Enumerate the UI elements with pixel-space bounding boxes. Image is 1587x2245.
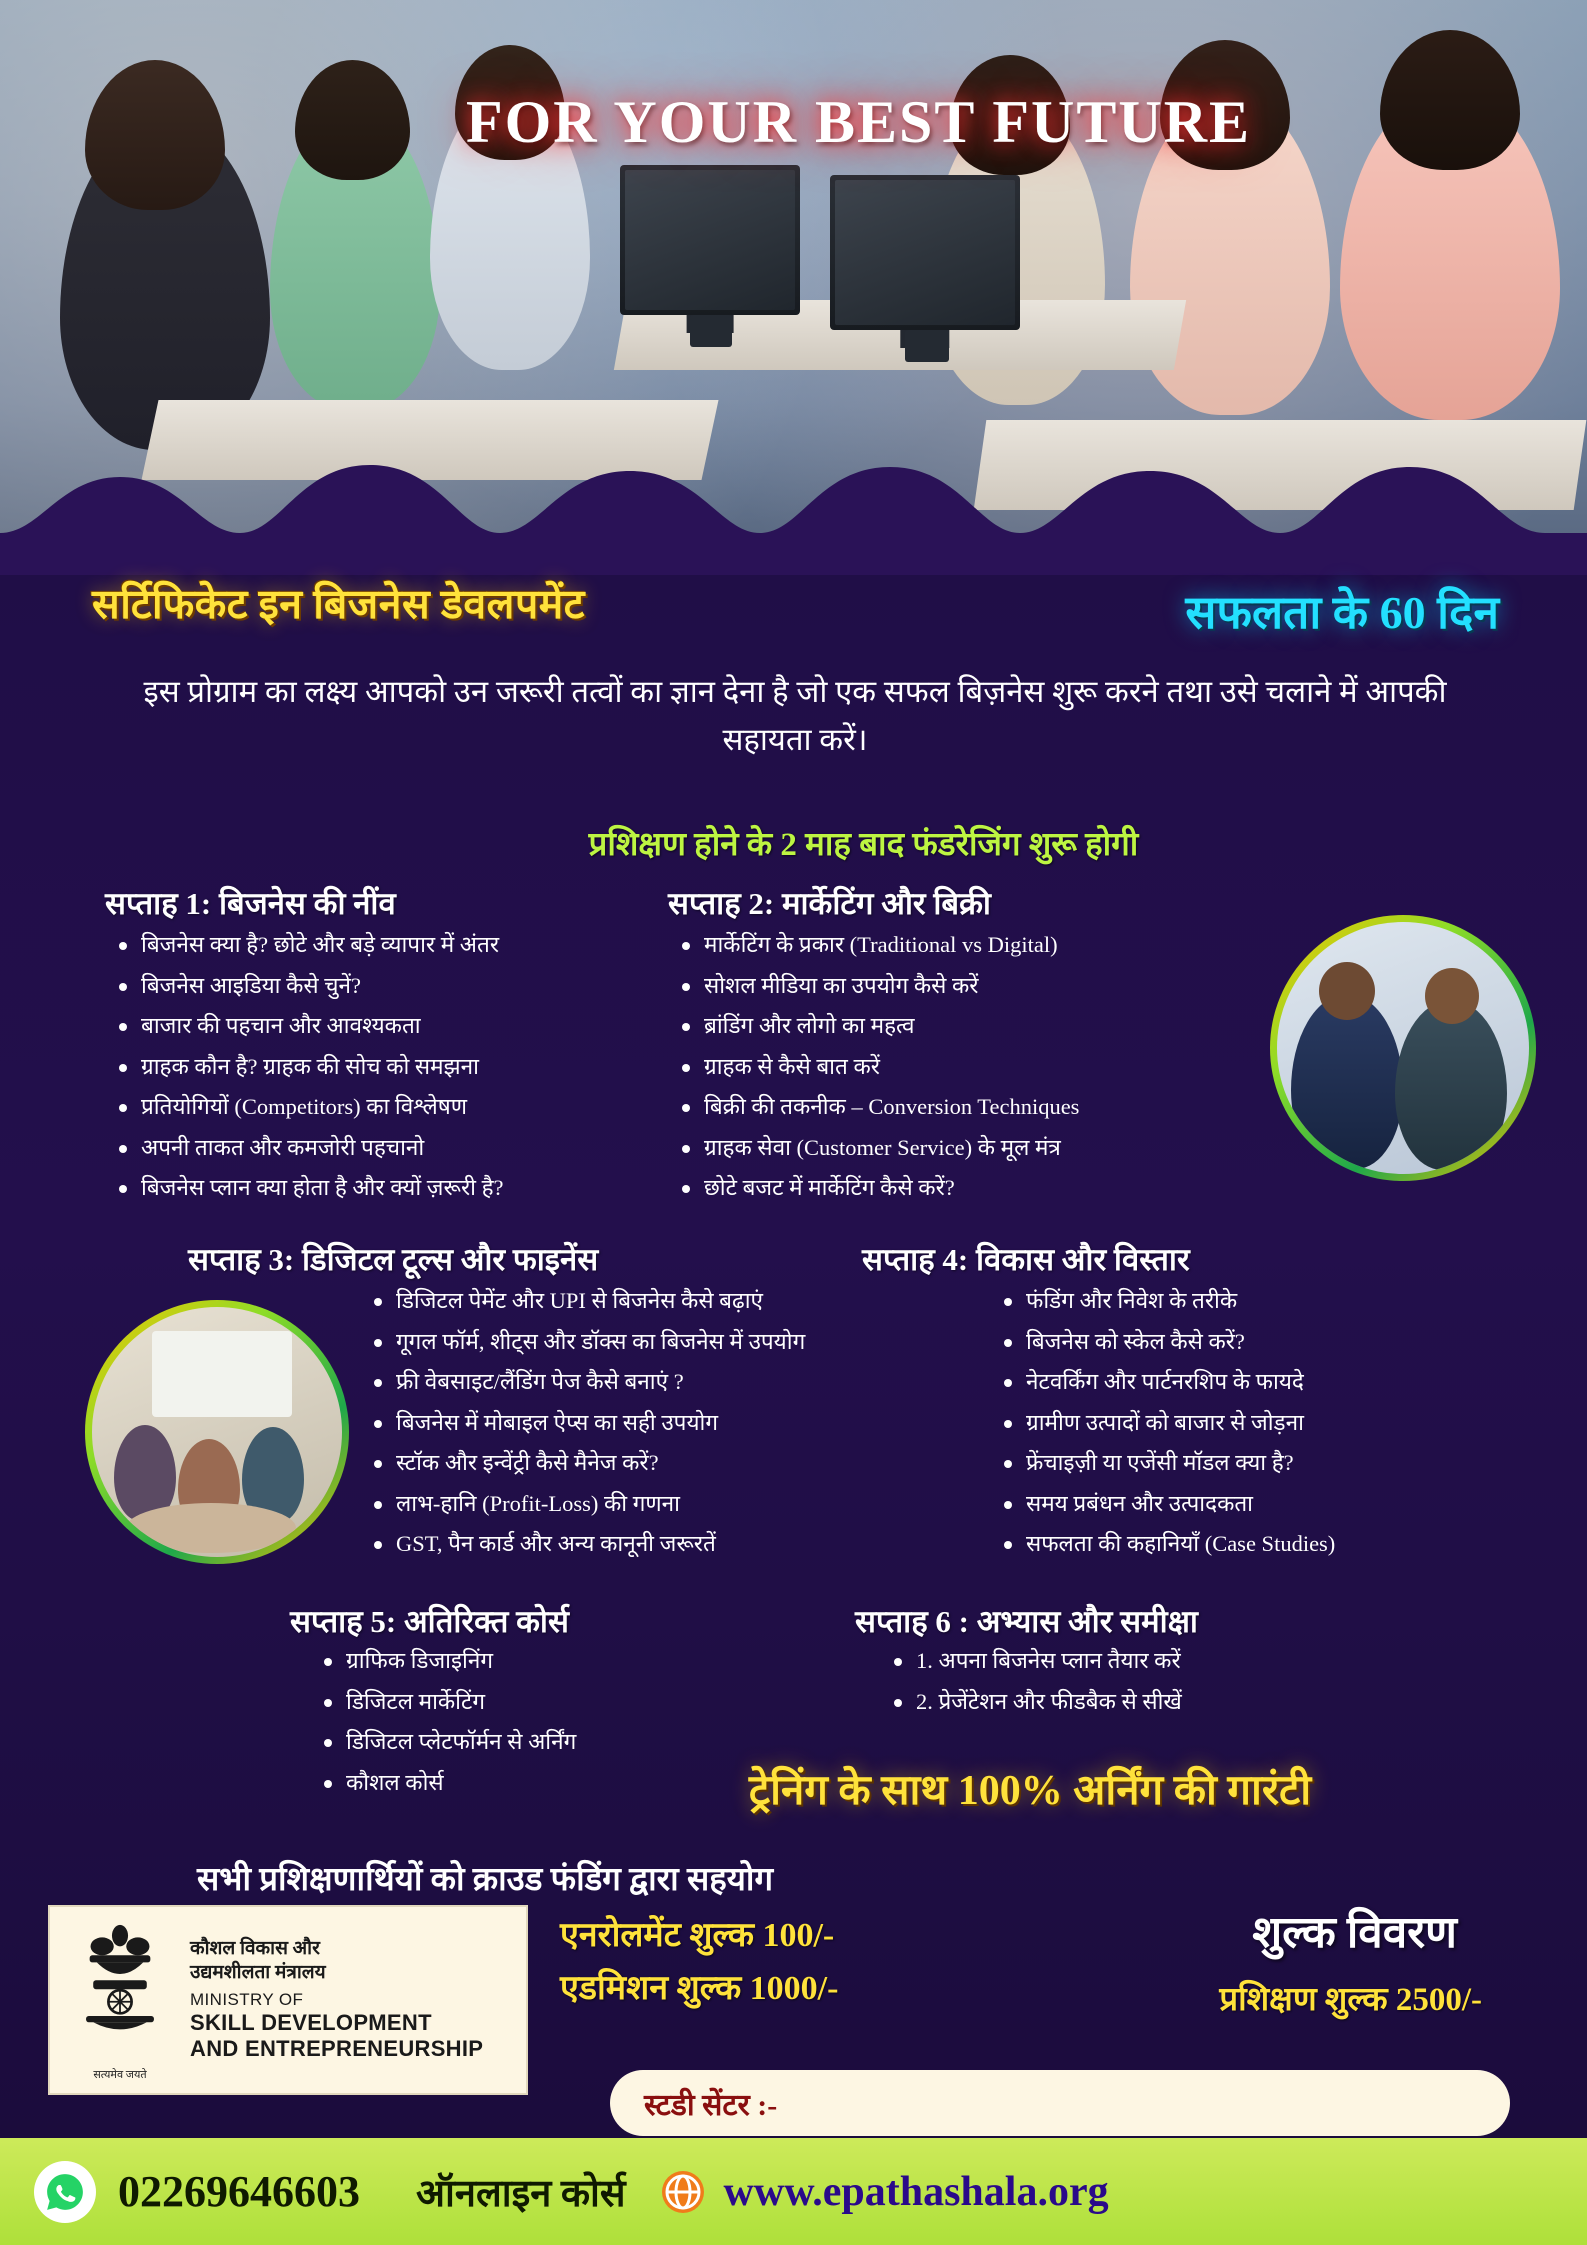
- list-item: 1. अपना बिजनेस प्लान तैयार करें: [890, 1648, 1410, 1675]
- week-4-points: [1000, 1288, 1520, 1572]
- photo-circle-team: [1270, 915, 1536, 1181]
- scallop-divider: [0, 437, 1587, 575]
- monitor-stand: [690, 315, 732, 347]
- list-item: ग्राहक सेवा (Customer Service) के मूल मंत्र: [678, 1135, 1278, 1162]
- fundraising-note: प्रशिक्षण होने के 2 माह बाद फंडरेजिंग शुरू होगी: [588, 827, 1139, 863]
- list-item: बिजनेस प्लान क्या होता है और क्यों ज़रूरी है?: [115, 1175, 675, 1202]
- week-2-points: [678, 932, 1278, 1216]
- globe-icon: [660, 2169, 706, 2215]
- earning-guarantee: ट्रेनिंग के साथ 100% अर्निंग की गारंटी: [748, 1768, 1312, 1814]
- list-item: ब्रांडिंग और लोगो का महत्व: [678, 1013, 1278, 1040]
- emblem-svg: [64, 1916, 176, 2066]
- photo-circle-inner: [92, 1307, 342, 1557]
- photo-circle-workshop: [85, 1300, 349, 1564]
- ministry-hindi-line-2: उद्यमशीलता मंत्रालय: [190, 1962, 326, 1984]
- computer-monitor: [830, 175, 1020, 330]
- days-badge: सफलता के 60 दिन: [1185, 587, 1499, 638]
- list-item: ग्राहक से कैसे बात करें: [678, 1054, 1278, 1081]
- emblem-motto: सत्यमेव जयते: [93, 2069, 147, 2081]
- footer-bar: [0, 2138, 1587, 2245]
- admission-fee: एडमिशन शुल्क 1000/-: [560, 1969, 839, 2007]
- floor-rug: [126, 1503, 296, 1553]
- contact-phone[interactable]: 02269646603: [118, 2167, 360, 2216]
- list-item: सफलता की कहानियाँ (Case Studies): [1000, 1531, 1520, 1558]
- monitor-screen: [625, 170, 795, 310]
- list-item: नेटवर्किंग और पार्टनरशिप के फायदे: [1000, 1369, 1520, 1396]
- globe-glyph: [660, 2169, 706, 2215]
- website-url[interactable]: www.epathashala.org: [723, 2168, 1109, 2215]
- week-6-title: सप्ताह 6 : अभ्यास और समीक्षा: [855, 1604, 1198, 1639]
- list-item: फंडिंग और निवेश के तरीके: [1000, 1288, 1520, 1315]
- fee-details-title: शुल्क विवरण: [1252, 1908, 1457, 1957]
- week-3-title: सप्ताह 3: डिजिटल टूल्स और फाइनेंस: [188, 1242, 599, 1277]
- list-item: अपनी ताकत और कमजोरी पहचानो: [115, 1135, 675, 1162]
- enrollment-fee: एनरोलमेंट शुल्क 100/-: [560, 1917, 835, 1954]
- person-figure: [1395, 1000, 1507, 1170]
- list-item: बिजनेस क्या है? छोटे और बड़े व्यापार में अंतर: [115, 932, 675, 959]
- list-item: गूगल फॉर्म, शीट्स और डॉक्स का बिजनेस में उपयोग: [370, 1329, 970, 1356]
- list-item: ग्राफिक डिजाइनिंग: [320, 1648, 780, 1675]
- monitor-stand: [905, 330, 949, 362]
- week-1-points: [115, 932, 675, 1216]
- list-item: मार्केटिंग के प्रकार (Traditional vs Digital): [678, 932, 1278, 959]
- training-fee: प्रशिक्षण शुल्क 2500/-: [1219, 1982, 1482, 2018]
- week-2-title: सप्ताह 2: मार्केटिंग और बिक्री: [668, 886, 991, 921]
- list-item: बिक्री की तकनीक – Conversion Techniques: [678, 1094, 1278, 1121]
- online-course-label: ऑनलाइन कोर्स: [416, 2172, 626, 2215]
- person-figure: [1291, 994, 1403, 1169]
- week-3-points: [370, 1288, 970, 1572]
- list-item: ग्राहक कौन है? ग्राहक की सोच को समझना: [115, 1054, 675, 1081]
- fee-left-block: [560, 1910, 940, 2015]
- list-item: फ्रेंचाइज़ी या एजेंसी मॉडल क्या है?: [1000, 1450, 1520, 1477]
- list-item: GST, पैन कार्ड और अन्य कानूनी जरूरतें: [370, 1531, 970, 1558]
- week-4-title: सप्ताह 4: विकास और विस्तार: [862, 1242, 1190, 1277]
- ministry-name-line-2: AND ENTREPRENEURSHIP: [190, 2036, 484, 2062]
- whatsapp-icon[interactable]: [34, 2161, 96, 2223]
- list-item: डिजिटल पेमेंट और UPI से बिजनेस कैसे बढ़ाएं: [370, 1288, 970, 1315]
- list-item: बिजनेस को स्केल कैसे करें?: [1000, 1329, 1520, 1356]
- week-5-title: सप्ताह 5: अतिरिक्त कोर्स: [290, 1604, 569, 1639]
- list-item: बाजार की पहचान और आवश्यकता: [115, 1013, 675, 1040]
- ministry-hindi-line-1: कौशल विकास और: [190, 1938, 320, 1960]
- hero-photo: [0, 0, 1587, 575]
- list-item: सोशल मीडिया का उपयोग कैसे करें: [678, 973, 1278, 1000]
- study-center-label: स्टडी सेंटर :-: [644, 2088, 778, 2122]
- hero-title: FOR YOUR BEST FUTURE: [465, 89, 1252, 155]
- person-figure: [1425, 968, 1479, 1024]
- list-item: ग्रामीण उत्पादों को बाजार से जोड़ना: [1000, 1410, 1520, 1437]
- study-center-field[interactable]: [610, 2070, 1510, 2136]
- list-item: स्टॉक और इन्वेंट्री कैसे मैनेज करें?: [370, 1450, 970, 1477]
- monitor-screen: [835, 180, 1015, 325]
- list-item: बिजनेस में मोबाइल ऐप्स का सही उपयोग: [370, 1410, 970, 1437]
- list-item: 2. प्रेजेंटेशन और फीडबैक से सीखें: [890, 1689, 1410, 1716]
- list-item: फ्री वेबसाइट/लैंडिंग पेज कैसे बनाएं ?: [370, 1369, 970, 1396]
- ministry-of-label: MINISTRY OF: [190, 1989, 304, 2009]
- whatsapp-glyph: [43, 2170, 87, 2214]
- week-1-title: सप्ताह 1: बिजनेस की नींव: [105, 886, 396, 921]
- ministry-name-line-1: SKILL DEVELOPMENT: [190, 2009, 432, 2035]
- ministry-logo-box: [48, 1905, 528, 2095]
- photo-circle-inner: [1277, 922, 1529, 1174]
- course-title: सर्टिफिकेट इन बिजनेस डेवलपमेंट: [92, 581, 585, 627]
- list-item: डिजिटल मार्केटिंग: [320, 1689, 780, 1716]
- national-emblem-icon: [64, 1916, 176, 2084]
- computer-monitor: [620, 165, 800, 315]
- list-item: छोटे बजट में मार्केटिंग कैसे करें?: [678, 1175, 1278, 1202]
- whiteboard: [152, 1331, 292, 1417]
- person-figure: [1319, 962, 1375, 1020]
- week-6-points: [890, 1648, 1410, 1729]
- list-item: समय प्रबंधन और उत्पादकता: [1000, 1491, 1520, 1518]
- list-item: कौशल कोर्स: [320, 1770, 780, 1797]
- list-item: प्रतियोगियों (Competitors) का विश्लेषण: [115, 1094, 675, 1121]
- list-item: बिजनेस आइडिया कैसे चुनें?: [115, 973, 675, 1000]
- list-item: डिजिटल प्लेटफॉर्मन से अर्निंग: [320, 1729, 780, 1756]
- list-item: लाभ-हानि (Profit-Loss) की गणना: [370, 1491, 970, 1518]
- ministry-text: [190, 1937, 483, 2062]
- intro-paragraph: इस प्रोग्राम का लक्ष्य आपको उन जरूरी तत्वों का ज्ञान देना है जो एक सफल बिज़नेस शुरू करने तथा उसे चलाने में आपकी सहायता करें।: [143, 674, 1447, 758]
- crowdfunding-note: सभी प्रशिक्षणार्थियों को क्राउड फंडिंग द्वारा सहयोग: [196, 1862, 774, 1898]
